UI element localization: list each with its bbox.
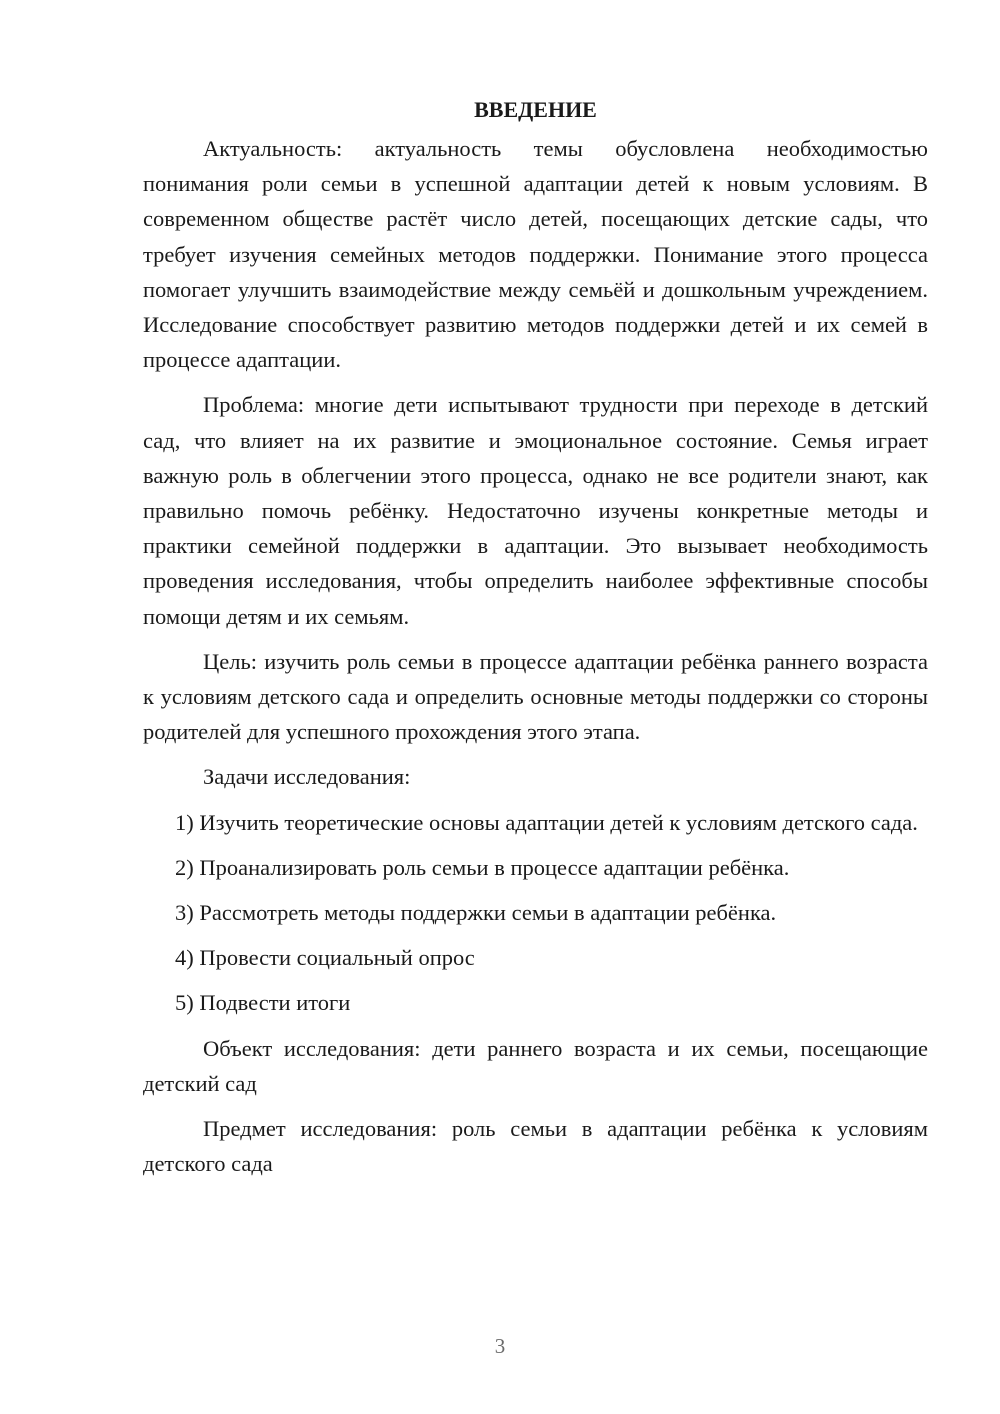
task-item-4: 4) Провести социальный опрос bbox=[175, 945, 475, 971]
paragraph-subject: Предмет исследования: роль семьи в адаптации ребёнка к условиям детского сада bbox=[143, 1116, 928, 1177]
tasks-heading: Задачи исследования: bbox=[203, 764, 411, 790]
task-item-2: 2) Проанализировать роль семьи в процессе адаптации ребёнка. bbox=[175, 854, 790, 880]
paragraph-goal: Цель: изучить роль семьи в процессе адаптации ребёнка раннего возраста к условиям детского сада и определить основные методы поддержки со стороны родителей для успешного прохождения этого этапа. bbox=[143, 648, 928, 745]
task-item-3: 3) Рассмотреть методы поддержки семьи в адаптации ребёнка. bbox=[175, 900, 777, 926]
paragraph-relevance: Актуальность: актуальность темы обусловлена необходимостью понимания роли семьи в успешной адаптации детей к новым условиям. В современном обществе растёт число детей, посещающих детские сады, что требует изучения семейных методов поддержки. Понимание этого процесса помогает улучшить взаимодействие между семьёй и дошкольным учреждением. Исследование способствует развитию методов поддержки детей и их семей в процессе адаптации. bbox=[143, 136, 928, 373]
page-number: 3 bbox=[494, 1334, 506, 1358]
task-item-5: 5) Подвести итоги bbox=[175, 990, 351, 1016]
paragraph-object: Объект исследования: дети раннего возраста и их семьи, посещающие детский сад bbox=[143, 1035, 928, 1096]
document-page bbox=[143, 92, 928, 1191]
page-title: ВВЕДЕНИЕ bbox=[474, 97, 597, 122]
task-item-1: 1) Изучить теоретические основы адаптации детей к условиям детского сада. bbox=[175, 809, 918, 835]
paragraph-problem: Проблема: многие дети испытывают трудности при переходе в детский сад, что влияет на их развитие и эмоциональное состояние. Семья играет важную роль в облегчении этого процесса, однако не все родители знают, как правильно помочь ребёнку. Недостаточно изучены конкретные методы и практики семейной поддержки в адаптации. Это вызывает необходимость проведения исследования, чтобы определить наиболее эффективные способы помощи детям и их семьям. bbox=[143, 392, 928, 629]
